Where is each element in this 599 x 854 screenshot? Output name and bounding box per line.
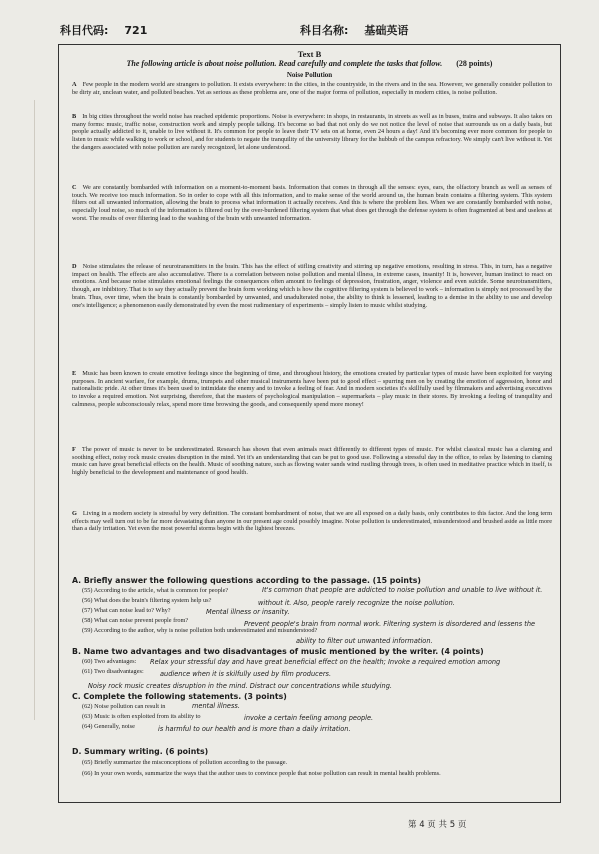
answer-55: It's common that people are addicted to noise pollution and unable to live without it.: [262, 586, 543, 594]
question-61: (61) Two disadvantages:: [82, 668, 144, 675]
answer-62: mental illness.: [192, 702, 240, 710]
paragraph-letter: E: [72, 370, 77, 377]
subject-code-value: 721: [124, 24, 148, 37]
paragraph-f: [72, 446, 552, 477]
question-64: (64) Generally, noise: [82, 723, 135, 730]
answer-59: ability to filter out unwanted information.: [296, 637, 433, 645]
question-57: (57) What can noise lead to? Why?: [82, 607, 171, 614]
answer-56: without it. Also, people rarely recognize the noise pollution.: [258, 599, 455, 607]
paragraph-text: Few people in the modern world are strangers to pollution. It exists everywhere: in the cities, in the countryside, in the rivers and in the sea. However, we generally consider pollution to be dirty air, unclean water, and polluted beaches. Yet as serious as these problems are, one of the major forms of pollution, especially in modern cities, is noise pollution.: [72, 81, 552, 96]
paragraph-letter: A: [72, 81, 77, 88]
answer-57: Mental illness or insanity.: [206, 608, 290, 616]
paragraph-b: [72, 113, 552, 152]
article-title: Noise Pollution: [286, 71, 333, 79]
section-d-title: D. Summary writing. (6 points): [72, 747, 209, 756]
points: (28 points): [456, 59, 493, 68]
instruction-text: The following article is about noise pollution. Read carefully and complete the tasks that follow.: [126, 59, 443, 68]
paragraph-text: The power of music is never to be underestimated. Research has shown that even animals react differently to different types of music. For whilst classical music has a claming and soothing effect, noisy rock music creates disruption in the mind. Yet it's an understanding that can be put to good use. Following a stressful day in the office, to relax by listening to claming music can have great beneficial effects on the health. Music of soothing nature, such as flowing water sands wind rustling through trees, is often used in meditative practice which in itself, is highly beneficial to the development and maintenance of good health.: [72, 446, 552, 477]
question-58: (58) What can noise prevent people from?: [82, 617, 189, 624]
paragraph-text: Living in a modern society is stressful by very definition. The constant bombardment of noise, that we are all exposed on a daily basis, only contributes to this factor. And the long term effects may well turn out to be far more devastating than anyone in our present age could possibly imagine. Noise pollution is underestimated, misunderstood and brushed aside as little more than a daily irritation. Yet even the most powerful storms begin with the lightest breezes.: [72, 510, 552, 533]
answer-63: invoke a certain feeling among people.: [244, 714, 374, 722]
section-b-title: B. Name two advantages and two disadvantages of music mentioned by the writer. (4 points): [72, 647, 484, 656]
paragraph-letter: D: [72, 263, 77, 270]
question-56: (56) What does the brain's filtering system help us?: [82, 597, 212, 604]
paragraph-letter: F: [72, 446, 76, 453]
question-62: (62) Noise pollution can result in: [82, 703, 166, 710]
paragraph-c: [72, 184, 552, 223]
question-66: (66) In your own words, summarize the ways that the author uses to convince people that noise pollution can result in mental health problems.: [82, 770, 441, 777]
subject-code-label: 科目代码:: [60, 24, 109, 37]
section-a-title: A. Briefly answer the following questions according to the passage. (15 points): [72, 576, 421, 585]
subject-name-label: 科目名称:: [300, 24, 349, 37]
answer-58: Prevent people's brain from normal work. Filtering system is disordered and lessens the: [244, 620, 536, 628]
question-65: (65) Briefly summarize the misconceptions of pollution according to the passage.: [82, 759, 288, 766]
paragraph-g: [72, 510, 552, 533]
paragraph-text: Music has been known to create emotive feelings since the beginning of time, and throughout history, the emotions created by particular types of music have been exploited for varying purposes. In ancient warfare, for example, drums, trumpets and other musical instruments have been put to good effect – spurring men on by creating the emotion of aggression, honor and nationalistic pride. At other times it's been used to intimidate the enemy and to invoke a feeling of fear. And in modern societies it's skillfully used by filmmakers and advertising executives to invoke a required emotion. Not surprising, therefore, that the masters of psychological manipulation – supermarkets – play music in their stores. By invoking a feeling of tranquility and calmness, people subconsciously relax, spend more time browsing the goods, and consequently spend more money!: [72, 370, 552, 408]
question-55: (55) According to the article, what is common for people?: [82, 587, 229, 594]
question-60: (60) Two advantages:: [82, 658, 137, 665]
answer-60: Relax your stressful day and have great beneficial effect on the health; Invoke a required emotion among: [150, 658, 501, 666]
subject-code: [60, 22, 147, 38]
paragraph-d: [72, 263, 552, 309]
page-footer: 第 4 页 共 5 页: [408, 820, 467, 830]
answer-61b: Noisy rock music creates disruption in the mind. Distract our concentrations while studying.: [88, 682, 392, 690]
section-c-title: C. Complete the following statements. (3 points): [72, 692, 287, 701]
subject-name: [300, 22, 408, 38]
instruction: [58, 59, 561, 68]
text-title: Text B: [297, 49, 322, 59]
question-59: (59) According to the author, why is noise pollution both underestimated and misunderstood?: [82, 627, 318, 634]
scan-shadow: [34, 100, 35, 720]
answer-64: is harmful to our health and is more than a daily irritation.: [158, 725, 351, 733]
paragraph-letter: G: [72, 510, 77, 517]
paragraph-text: Noise stimulates the release of neurotransmitters in the brain. This has the effect of stifling creativity and stirring up negative emotions, resulting in stress. This, in turn, has a negative impact on health. The effects are also accumulative. There is a correlation between noise pollution and mental illness, in extreme cases, insanity! It is, however, human instinct to react on emotions. And because noise stimulates emotional feelings the consequences often amount to feelings of depression, frustration, anger, violence and even suicide. Some neurotransmitters, though, are inhibitory. That is to say they actually prevent the brain form working which is how the cognitive filtering system is believed to work – information is simply not processed by the brain. Thus, over time, when the brain is constantly bombarded by unwanted, and unadulterated noise, the ability to think is lessened, leading to a demise in the ability to use and develop one's intelligence; a phenomenon easily demonstrated by even the most rudimentary of experiments – simply listen to music whilst studying.: [72, 263, 552, 309]
paragraph-e: [72, 370, 552, 409]
answer-61a: audience when it is skilfully used by film producers.: [160, 670, 332, 678]
subject-name-value: 基础英语: [364, 24, 409, 37]
paragraph-letter: C: [72, 184, 77, 191]
paragraph-text: In big cities throughout the world noise has reached epidemic proportions. Noise is everywhere: in shops, in restaurants, in streets as well as in buses, trains and subways. It also takes on many forms: music, traffic noise, construction work and simply people talking. It's become so bad that not only do we not notice the level of noise that surrounds us on a daily basis, but people actually addicted to it, unable to live without it. It's common for people to leave their TV sets on at home, even 24 hours a day! And it's becoming ever more common for people to listen to music while walking to work or school, and for students to negate the tranquility of the university library for the hubbub of the campus refractory. We simply can't live without it. Yet the dangers associated with noise pollution are rarely recognized, let alone understood.: [72, 113, 552, 151]
paragraph-text: We are constantly bombarded with information on a moment-to-moment basis. Information that comes in through all the senses: eyes, ears, the olfactory branch as well as senses of touch. We receive too much information. So in order to cope with all this information, and to make sense of the world around us, the human brain contains a filtering system. This system filters out all unwanted information, allowing the brain to process what information it actually receives. And this is where the problem lies. When we are constantly bombarded with noise, especially loud noise, so much of the information is filtered out by the over-burdened filtering system that what does get through the defense system is often fragmented at best and useless at worst. The results of over filtering lead to the washing of the brain with unwanted information.: [72, 184, 552, 222]
paragraph-a: [72, 81, 552, 96]
paragraph-letter: B: [72, 113, 77, 120]
question-63: (63) Music is often exploited from its ability to: [82, 713, 201, 720]
